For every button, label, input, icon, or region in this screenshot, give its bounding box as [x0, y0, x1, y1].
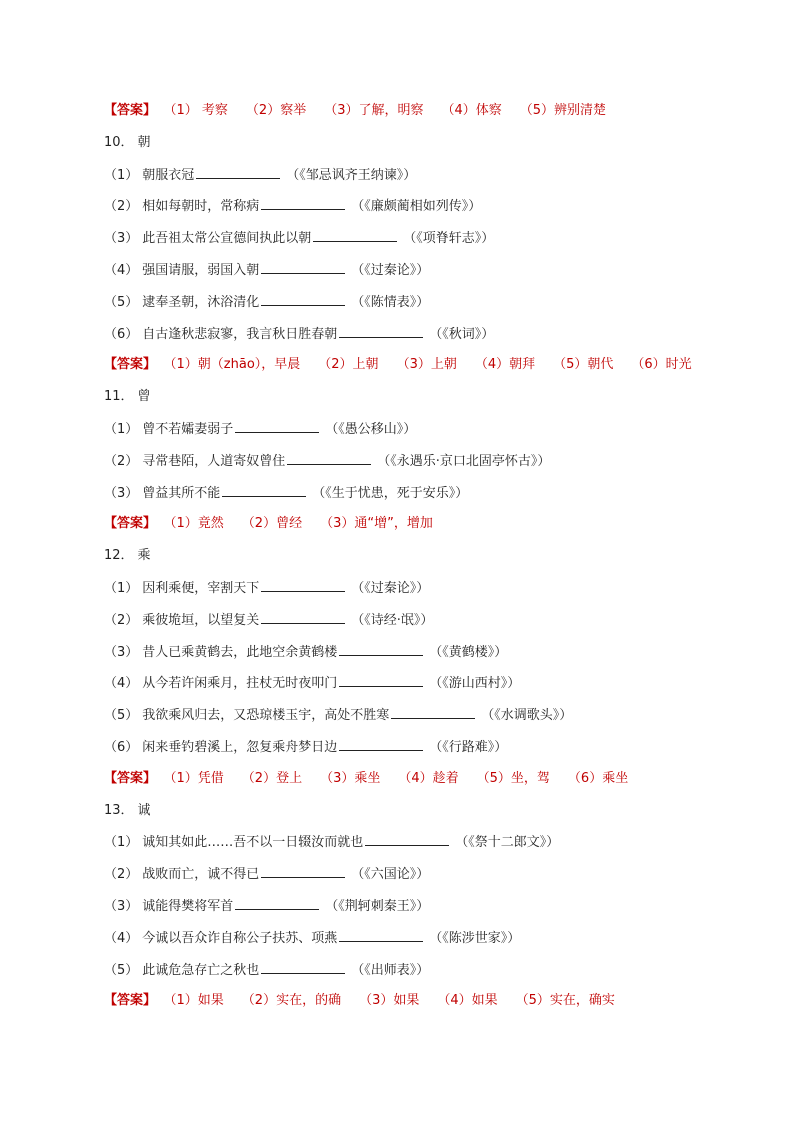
question-number: （2） [104, 613, 139, 628]
question-source: （《祭十二郎文》） [455, 835, 560, 850]
answer-label: 【答案】 [104, 357, 157, 372]
answer-blank [261, 291, 345, 306]
item-word: 诚 [137, 803, 151, 818]
question-source: （《生于忧患，死于安乐》） [312, 486, 469, 501]
question-number: （1） [104, 422, 139, 437]
answer-part: （5）朝代 [553, 357, 614, 372]
question-source: （《诗经·氓》） [351, 613, 434, 628]
item-word: 曾 [137, 389, 151, 404]
answer-blank [339, 672, 423, 687]
question-source: （《六国论》） [351, 867, 430, 882]
question-line [104, 418, 416, 440]
question-source: （《过秦论》） [351, 263, 430, 278]
question-number: （5） [104, 963, 139, 978]
question-text: 因利乘便，宰割天下 [142, 581, 260, 596]
question-source: （《荆轲刺秦王》） [325, 899, 430, 914]
item-number: 12． [104, 548, 134, 563]
question-line [104, 259, 429, 281]
answer-blank [261, 195, 345, 210]
question-source: （《愚公移山》） [325, 422, 417, 437]
question-number: （6） [104, 740, 139, 755]
question-number: （4） [104, 263, 139, 278]
answer-label: 【答案】 [104, 993, 157, 1008]
answer-blank [287, 450, 371, 465]
answer-blank [339, 927, 423, 942]
answer-part: （3）如果 [359, 993, 420, 1008]
question-line [104, 164, 416, 186]
question-text: 从今若许闲乘月，拄杖无时夜叩门 [142, 676, 338, 691]
question-line [104, 641, 507, 663]
answer-part: （3）上朝 [396, 357, 457, 372]
question-source: （《游山西村》） [429, 676, 521, 691]
item-word: 朝 [137, 135, 151, 150]
question-number: （3） [104, 899, 139, 914]
answer-line [104, 513, 451, 535]
answer-part: （4）体察 [441, 103, 502, 118]
question-source: （《水调歌头》） [481, 708, 573, 723]
question-text: 此吾祖太常公宣德间执此以朝 [142, 231, 312, 246]
answer-label: 【答案】 [104, 771, 157, 786]
question-text: 曾益其所不能 [142, 486, 221, 501]
question-line [104, 704, 572, 726]
question-line [104, 227, 494, 249]
answer-part: （1）如果 [170, 993, 224, 1008]
answer-line [104, 100, 624, 122]
answer-blank [391, 704, 475, 719]
question-source: （《行路难》） [429, 740, 508, 755]
answer-blank [339, 736, 423, 751]
question-source: （《陈涉世家》） [429, 931, 521, 946]
item-heading [104, 800, 151, 822]
answer-part: （4）趁着 [398, 771, 459, 786]
answer-line [104, 768, 646, 790]
answer-blank [235, 895, 319, 910]
question-text: 昔人已乘黄鹤去，此地空余黄鹤楼 [142, 645, 338, 660]
question-number: （4） [104, 676, 139, 691]
question-line [104, 863, 429, 885]
question-line [104, 291, 429, 313]
question-text: 诚能得樊将军首 [142, 899, 234, 914]
question-source: （《出师表》） [351, 963, 430, 978]
answer-part: （6）时光 [631, 357, 692, 372]
question-line [104, 482, 468, 504]
question-source: （《永遇乐·京口北固亭怀古》） [377, 454, 551, 469]
answer-blank [196, 164, 280, 179]
answer-blank [261, 959, 345, 974]
question-number: （6） [104, 327, 139, 342]
answer-label: 【答案】 [104, 103, 157, 118]
answer-part: （2）上朝 [318, 357, 379, 372]
answer-part: （3）乘坐 [320, 771, 381, 786]
question-number: （1） [104, 835, 139, 850]
answer-blank [261, 863, 345, 878]
question-line [104, 323, 494, 345]
question-number: （3） [104, 231, 139, 246]
answer-part: （3）了解，明察 [324, 103, 424, 118]
item-number: 13． [104, 803, 134, 818]
question-text: 此诚危急存亡之秋也 [142, 963, 260, 978]
question-text: 寻常巷陌，人道寄奴曾住 [142, 454, 286, 469]
question-text: 诚知其如此……吾不以一日辍汝而就也 [142, 835, 364, 850]
question-source: （《廉颇蔺相如列传》） [351, 199, 482, 214]
answer-label: 【答案】 [104, 516, 157, 531]
question-number: （5） [104, 295, 139, 310]
answer-part: （2）曾经 [241, 516, 303, 531]
question-line [104, 672, 520, 694]
answer-part: （1） 考察 [170, 103, 228, 118]
question-source: （《秋词》） [429, 327, 495, 342]
question-number: （3） [104, 486, 139, 501]
answer-blank [313, 227, 397, 242]
answer-part: （5）辨别清楚 [519, 103, 607, 118]
question-line [104, 895, 429, 917]
question-line [104, 609, 433, 631]
answer-blank [235, 418, 319, 433]
question-number: （4） [104, 931, 139, 946]
question-source: （《陈情表》） [351, 295, 430, 310]
item-heading [104, 132, 151, 154]
answer-blank [261, 577, 345, 592]
answer-blank [261, 609, 345, 624]
answer-line [104, 354, 710, 376]
item-number: 10． [104, 135, 134, 150]
question-number: （2） [104, 454, 139, 469]
question-number: （2） [104, 867, 139, 882]
question-line [104, 927, 520, 949]
question-source: （《邹忌讽齐王纳谏》） [286, 168, 417, 183]
question-text: 逮奉圣朝，沐浴清化 [142, 295, 260, 310]
question-line [104, 195, 481, 217]
question-source: （《过秦论》） [351, 581, 430, 596]
question-number: （5） [104, 708, 139, 723]
answer-part: （4）如果 [437, 993, 498, 1008]
item-word: 乘 [137, 548, 151, 563]
question-text: 我欲乘风归去，又恐琼楼玉宇，高处不胜寒 [142, 708, 390, 723]
answer-part: （2）察举 [245, 103, 307, 118]
question-number: （2） [104, 199, 139, 214]
answer-part: （4）朝拜 [474, 357, 536, 372]
question-source: （《黄鹤楼》） [429, 645, 508, 660]
question-text: 曾不若孀妻弱子 [142, 422, 234, 437]
question-line [104, 831, 559, 853]
answer-part: （5）坐，驾 [476, 771, 550, 786]
answer-blank [222, 482, 306, 497]
answer-blank [261, 259, 345, 274]
question-line [104, 959, 429, 981]
question-text: 朝服衣冠 [142, 168, 195, 183]
question-text: 相如每朝时，常称病 [142, 199, 260, 214]
question-text: 强国请服，弱国入朝 [142, 263, 260, 278]
answer-part: （1）竟然 [170, 516, 224, 531]
answer-part: （3）通“增”，增加 [320, 516, 433, 531]
question-number: （1） [104, 581, 139, 596]
question-line [104, 736, 507, 758]
question-text: 闲来垂钓碧溪上，忽复乘舟梦日边 [142, 740, 338, 755]
answer-part: （6）乘坐 [567, 771, 629, 786]
answer-blank [365, 831, 449, 846]
question-text: 今诚以吾众诈自称公子扶苏、项燕 [142, 931, 338, 946]
question-line [104, 577, 429, 599]
answer-blank [339, 323, 423, 338]
item-heading [104, 545, 151, 567]
question-line [104, 450, 550, 472]
answer-part: （2）实在，的确 [241, 993, 342, 1008]
item-number: 11． [104, 389, 134, 404]
answer-part: （2）登上 [241, 771, 303, 786]
question-text: 乘彼垝垣，以望复关 [142, 613, 260, 628]
question-number: （1） [104, 168, 139, 183]
question-number: （3） [104, 645, 139, 660]
answer-part: （5）实在，确实 [515, 993, 615, 1008]
question-text: 战败而亡，诚不得已 [142, 867, 260, 882]
question-text: 自古逢秋悲寂寥，我言秋日胜春朝 [142, 327, 338, 342]
answer-part: （1）凭借 [170, 771, 224, 786]
answer-blank [339, 641, 423, 656]
answer-line [104, 990, 633, 1012]
question-source: （《项脊轩志》） [403, 231, 495, 246]
item-heading [104, 386, 151, 408]
answer-part: （1）朝（zhāo），早晨 [170, 357, 301, 372]
